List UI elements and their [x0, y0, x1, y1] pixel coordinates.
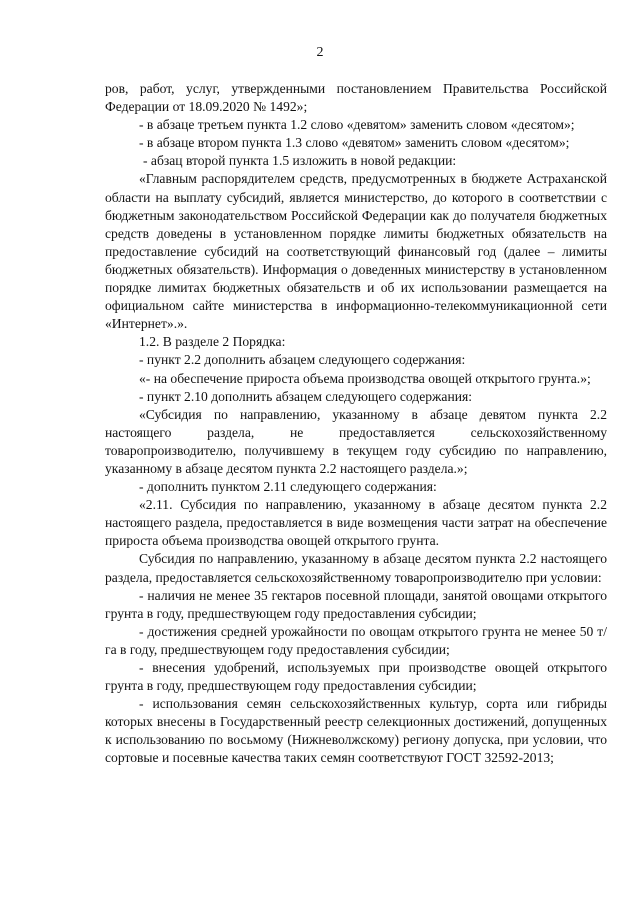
list-item: - использования семян сельскохозяйственных культур, сорта или гибриды которых внесены в Государственный реестр селекционных достижений, допущенных к использованию по восьмому (Нижневолжскому) региону допуска, при условии, что сортовые и посевные качества таких семян соответствуют ГОСТ 32592-2013; — [105, 696, 607, 766]
paragraph: - пункт 2.2 дополнить абзацем следующего содержания: — [139, 352, 466, 368]
quoted-paragraph: «- на обеспечение прироста объема производства овощей открытого грунта.»; — [139, 370, 591, 386]
list-item: - наличия не менее 35 гектаров посевной площади, занятой овощами открытого грунта в году, предшествующем году предоставления субсидии; — [105, 587, 607, 621]
paragraph: ров, работ, услуг, утвержденными постановлением Правительства Российской Федерации от 18.09.2020 № 1492»; — [105, 81, 607, 115]
document-body — [105, 80, 607, 768]
list-item: - достижения средней урожайности по овощам открытого грунта не менее 50 т/га в году, предшествующем году предоставления субсидии; — [105, 623, 607, 657]
quoted-paragraph: «Главным распорядителем средств, предусмотренных в бюджете Астраханской области на выплату субсидий, является министерство, до которого в соответствии с бюджетным законодательством Российской Федерации как до получателя бюджетных средств доведены в установленном порядке лимиты бюджетных обязательств на предоставление субсидий на соответствующий финансовый год (далее – лимиты бюджетных обязательств). Информация о доведенных министерству в установленном порядке лимитах бюджетных обязательств и об их использовании размещается на официальном сайте министерства в информационно-телекоммуникационной сети «Интернет».». — [105, 171, 607, 332]
paragraph: Субсидия по направлению, указанному в абзаце десятом пункта 2.2 настоящего раздела, предоставляется сельскохозяйственному товаропроизводителю при условии: — [105, 551, 607, 585]
quoted-paragraph: «Субсидия по направлению, указанному в абзаце девятом пункта 2.2 настоящего раздела, не предоставляется сельскохозяйственному товаропроизводителю, получившему в текущем году субсидию по направлению, указанному в абзаце десятом пункта 2.2 настоящего раздела.»; — [105, 406, 607, 476]
quoted-paragraph: «2.11. Субсидия по направлению, указанному в абзаце десятом пункта 2.2 настоящего раздела, предоставляется в виде возмещения части затрат на обеспечение прироста объема производства овощей открытого грунта. — [105, 497, 607, 549]
paragraph: - дополнить пунктом 2.11 следующего содержания: — [139, 479, 437, 495]
page-number: 2 — [316, 45, 324, 60]
paragraph: - в абзаце третьем пункта 1.2 слово «девятом» заменить словом «десятом»; — [139, 117, 575, 133]
list-item: - внесения удобрений, используемых при производстве овощей открытого грунта в году, предшествующем году предоставления субсидии; — [105, 660, 607, 694]
section-heading: 1.2. В разделе 2 Порядка: — [139, 334, 286, 350]
paragraph: - абзац второй пункта 1.5 изложить в новой редакции: — [143, 153, 457, 169]
paragraph: - в абзаце втором пункта 1.3 слово «девятом» заменить словом «десятом»; — [139, 135, 570, 151]
paragraph: - пункт 2.10 дополнить абзацем следующего содержания: — [139, 388, 473, 404]
